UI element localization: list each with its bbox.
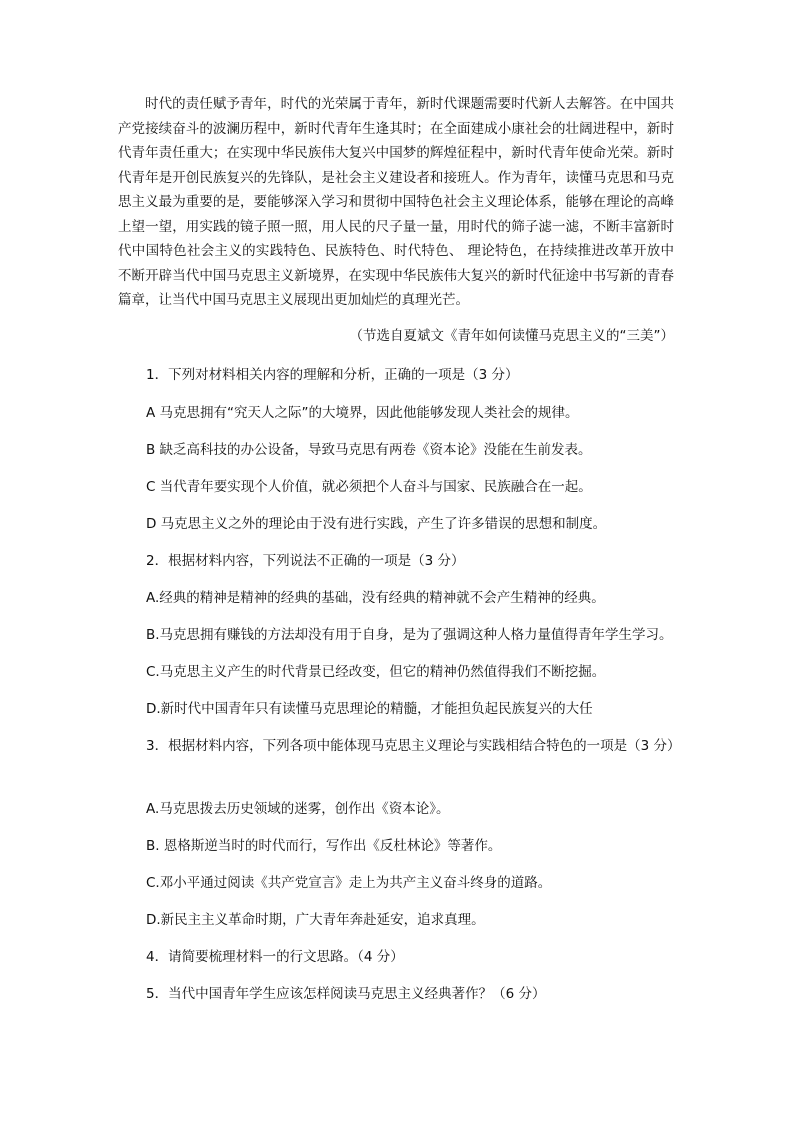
q2-option-b: B.马克思拥有赚钱的方法却没有用于自身，是为了强调这种人格力量值得青年学生学习。 bbox=[146, 627, 673, 643]
q1-option-a: A 马克思拥有“究天人之际”的大境界，因此他能够发现人类社会的规律。 bbox=[146, 405, 579, 421]
q2-stem: 2．根据材料内容，下列说法不正确的一项是（3 分） bbox=[146, 553, 465, 569]
q1-option-b: B 缺乏高科技的办公设备，导致马克思有两卷《资本论》没能在生前发表。 bbox=[146, 442, 592, 458]
passage-source: （节选自夏斌文《青年如何读懂马克思主义的“三美”） bbox=[349, 328, 674, 344]
q1-option-d: D 马克思主义之外的理论由于没有进行实践，产生了许多错误的思想和制度。 bbox=[146, 516, 607, 532]
q5-stem: 5．当代中国青年学生应该怎样阅读马克思主义经典著作？（6 分） bbox=[146, 986, 546, 1002]
q3-option-d: D.新民主主义革命时期，广大青年奔赴延安，追求真理。 bbox=[146, 912, 485, 928]
q3-stem: 3．根据材料内容，下列各项中能体现马克思主义理论与实践相结合特色的一项是（3 分） bbox=[146, 738, 681, 754]
q2-option-c: C.马克思主义产生的时代背景已经改变，但它的精神仍然值得我们不断挖掘。 bbox=[146, 664, 606, 680]
passage-paragraph: 时代的责任赋予青年，时代的光荣属于青年，新时代课题需要时代新人去解答。在中国共产党接续奋斗的波澜历程中，新时代青年生逢其时；在全面建成小康社会的壮阔进程中，新时代青年责任重大；在实现中华民族伟大复兴中国梦的辉煌征程中，新时代青年使命光荣。新时代青年是开创民族复兴的先锋队，是社会主义建设者和接班人。作为青年，读懂马克思和马克思主义最为重要的是，要能够深入学习和贯彻中国特色社会主义理论体系，能够在理论的高峰上望一望，用实践的镜子照一照，用人民的尺子量一量，用时代的筛子滤一滤，不断丰富新时代中国特色社会主义的实践特色、民族特色、时代特色、 理论特色，在持续推进改革开放中不断开辟当代中国马克思主义新境界，在实现中华民族伟大复兴的新时代征途中书写新的青春篇章，让当代中国马克思主义展现出更加灿烂的真理光芒。 bbox=[118, 96, 674, 308]
reading-passage bbox=[118, 92, 674, 313]
q3-stem-block bbox=[118, 734, 681, 758]
q3-option-a: A.马克思拨去历史领域的迷雾，创作出《资本论》。 bbox=[146, 801, 450, 817]
q1-stem: 1．下列对材料相关内容的理解和分析，正确的一项是（3 分） bbox=[146, 367, 519, 383]
q2-option-a: A.经典的精神是精神的经典的基础，没有经典的精神就不会产生精神的经典。 bbox=[146, 590, 605, 606]
q3-option-c: C.邓小平通过阅读《共产党宣言》走上为共产主义奋斗终身的道路。 bbox=[146, 875, 552, 891]
q2-option-d: D.新时代中国青年只有读懂马克思理论的精髓，才能担负起民族复兴的大任 bbox=[146, 701, 593, 717]
q3-option-b: B. 恩格斯逆当时的时代而行，写作出《反杜林论》等著作。 bbox=[146, 838, 502, 854]
q4-stem: 4．请简要梳理材料一的行文思路。（4 分） bbox=[146, 949, 404, 965]
q1-option-c: C 当代青年要实现个人价值，就必须把个人奋斗与国家、民族融合在一起。 bbox=[146, 479, 592, 495]
